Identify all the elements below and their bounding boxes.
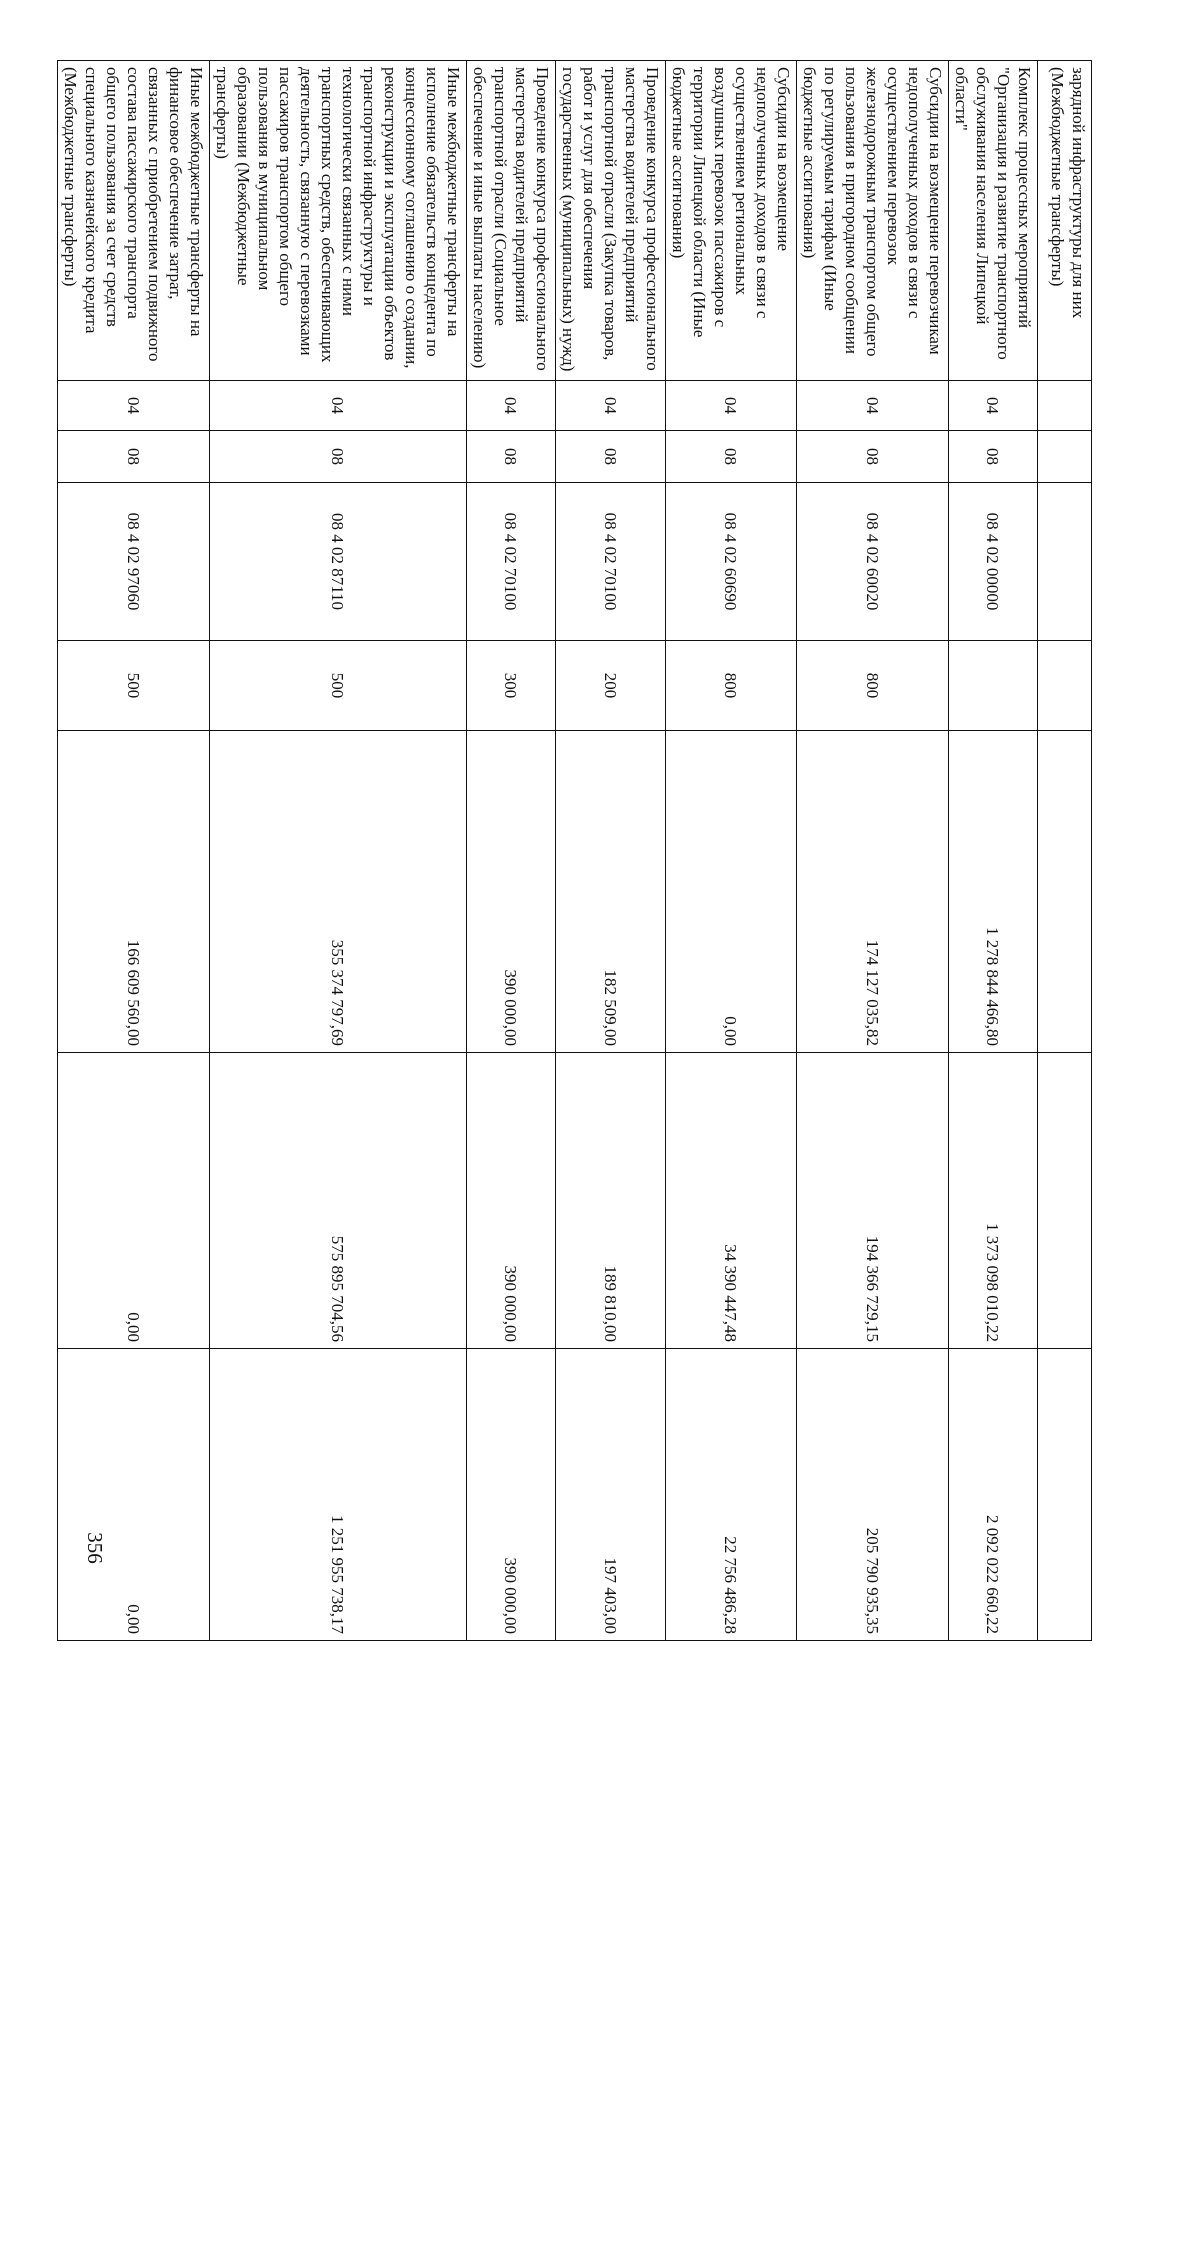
amount-year-1: 166 609 560,00 [58,731,210,1053]
amount-year-1: 1 278 844 466,80 [949,731,1038,1053]
row-description: зарядной инфраструктуры для них (Межбюджетные трансферты) [1038,61,1092,381]
amount-year-3: 1 251 955 738,17 [210,1349,467,1641]
expense-type-code: 800 [666,641,797,731]
table-row [467,61,556,1641]
table-row [797,61,949,1641]
amount-year-1: 174 127 035,82 [797,731,949,1053]
amount-year-3: 0,00 [58,1349,210,1641]
row-description: Субсидии на возмещение недополученных доходов в связи с осуществлением региональных воздушных перевозок пассажиров с территории Липецкой области (Иные бюджетные ассигнования) [666,61,797,381]
amount-year-2: 575 895 704,56 [210,1053,467,1349]
target-article-code: 08 4 02 87110 [210,483,467,641]
expense-type-code: 500 [210,641,467,731]
section-code: 04 [949,381,1038,431]
section-code: 04 [58,381,210,431]
amount-year-1 [1038,731,1092,1053]
section-code: 04 [666,381,797,431]
amount-year-1: 182 509,00 [556,731,666,1053]
amount-year-1: 390 000,00 [467,731,556,1053]
subsection-code: 08 [666,431,797,483]
section-code: 04 [797,381,949,431]
amount-year-2: 0,00 [58,1053,210,1349]
row-description: Иные межбюджетные трансферты на исполнение обязательств концедента по концессионному соглашению о создании, реконструкции и эксплуатации объектов транспортной инфраструктуры и технологически связанных с ними транспортных средств, обеспечивающих деятельность, связанную с перевозками пассажиров транспортом общего пользования в муниципальном образовании (Межбюджетные трансферты) [210,61,467,381]
subsection-code: 08 [58,431,210,483]
section-code: 04 [467,381,556,431]
row-description: Иные межбюджетные трансферты на финансовое обеспечение затрат, связанных с приобретением подвижного состава пассажирского транспорта общего пользования за счет средств специального казначейского кредита (Межбюджетные трансферты) [58,61,210,381]
amount-year-1: 0,00 [666,731,797,1053]
expense-type-code [949,641,1038,731]
subsection-code: 08 [797,431,949,483]
row-description: Проведение конкурса профессионального мастерства водителей предприятий транспортной отрасли (Социальное обеспечение и иные выплаты населению) [467,61,556,381]
row-description: Субсидии на возмещение перевозчикам недополученных доходов в связи с осуществлением перевозок железнодорожным транспортом общего пользования в пригородном сообщении по регулируемым тарифам (Иные бюджетные ассигнования) [797,61,949,381]
table-row [210,61,467,1641]
subsection-code: 08 [467,431,556,483]
amount-year-3: 22 756 486,28 [666,1349,797,1641]
target-article-code: 08 4 02 70100 [556,483,666,641]
expense-type-code: 500 [58,641,210,731]
amount-year-3: 390 000,00 [467,1349,556,1641]
amount-year-3: 2 092 022 660,22 [949,1349,1038,1641]
amount-year-2: 390 000,00 [467,1053,556,1349]
amount-year-3: 197 403,00 [556,1349,666,1641]
table-row [556,61,666,1641]
expense-type-code [1038,641,1092,731]
target-article-code: 08 4 02 60020 [797,483,949,641]
subsection-code: 08 [556,431,666,483]
subsection-code: 08 [949,431,1038,483]
table-row [666,61,797,1641]
target-article-code: 08 4 02 60690 [666,483,797,641]
amount-year-1: 355 374 797,69 [210,731,467,1053]
target-article-code: 08 4 02 70100 [467,483,556,641]
subsection-code [1038,431,1092,483]
target-article-code: 08 4 02 97060 [58,483,210,641]
expense-type-code: 300 [467,641,556,731]
amount-year-2: 34 390 447,48 [666,1053,797,1349]
subsection-code: 08 [210,431,467,483]
amount-year-3: 205 790 935,35 [797,1349,949,1641]
budget-table [57,60,1092,1641]
amount-year-2: 189 810,00 [556,1053,666,1349]
amount-year-3 [1038,1349,1092,1641]
table-row [1038,61,1092,1641]
amount-year-2: 1 373 098 010,22 [949,1053,1038,1349]
row-description: Проведение конкурса профессионального мастерства водителей предприятий транспортной отрасли (Закупка товаров, работ и услуг для обеспечения государственных (муниципальных) нужд) [556,61,666,381]
row-description: Комплекс процессных мероприятий "Организация и развитие транспортного обслуживания населения Липецкой области" [949,61,1038,381]
page-number: 356 [83,1532,107,1564]
section-code: 04 [210,381,467,431]
amount-year-2 [1038,1053,1092,1349]
expense-type-code: 200 [556,641,666,731]
target-article-code [1038,483,1092,641]
section-code [1038,381,1092,431]
table-row [58,61,210,1641]
expense-type-code: 800 [797,641,949,731]
table-row [949,61,1038,1641]
amount-year-2: 194 366 729,15 [797,1053,949,1349]
section-code: 04 [556,381,666,431]
target-article-code: 08 4 02 00000 [949,483,1038,641]
